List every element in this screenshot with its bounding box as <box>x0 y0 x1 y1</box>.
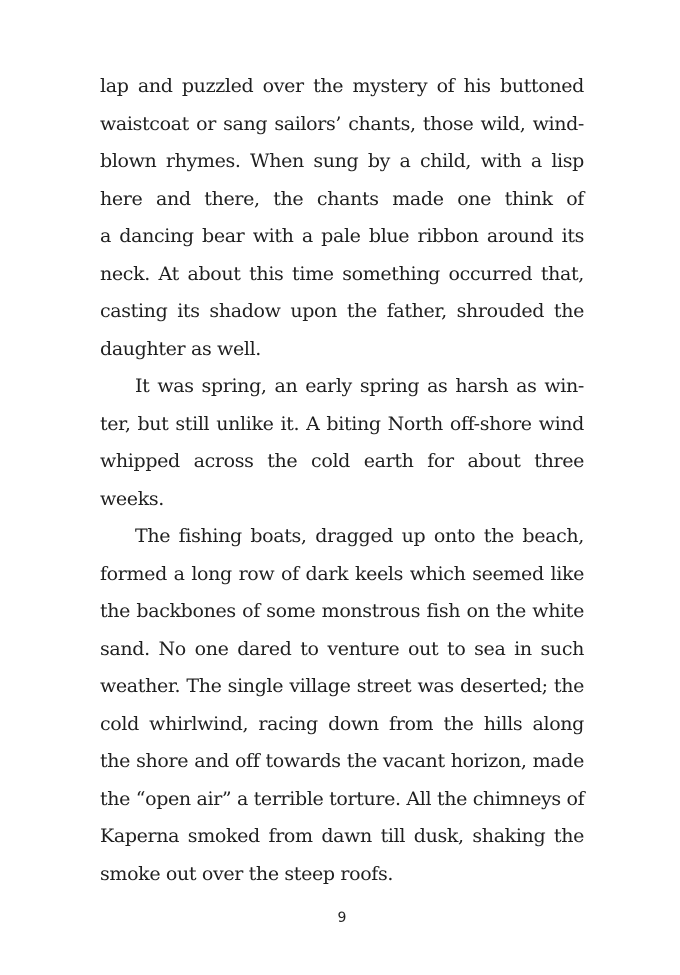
page-number: 9 <box>337 910 347 926</box>
text-line: whipped across the cold earth for about three <box>100 450 584 472</box>
text-line: neck. At about this time something occurred that, <box>100 262 584 285</box>
text-line: the backbones of some monstrous fish on the white <box>100 600 584 622</box>
text-line: the shore and off towards the vacant horizon, made <box>100 750 584 772</box>
text-line: It was spring, an early spring as harsh as win- <box>135 375 584 397</box>
paragraph-3 <box>100 518 584 893</box>
text-line: The fishing boats, dragged up onto the beach, <box>135 525 584 547</box>
paragraph-1 <box>100 68 584 368</box>
text-line: a dancing bear with a pale blue ribbon around its <box>100 225 584 247</box>
text-line: daughter as well. <box>100 337 261 360</box>
text-line: ter, but still unlike it. A biting North off-shore wind <box>100 412 584 435</box>
text-line: sand. No one dared to venture out to sea in such <box>100 637 584 660</box>
text-line: formed a long row of dark keels which seemed like <box>100 562 584 585</box>
text-line: the “open air” a terrible torture. All the chimneys of <box>100 787 585 810</box>
text-line: cold whirlwind, racing down from the hills along <box>100 712 584 735</box>
text-line: blown rhymes. When sung by a child, with a lisp <box>100 150 584 172</box>
text-line: smoke out over the steep roofs. <box>100 862 394 885</box>
text-line: waistcoat or sang sailors’ chants, those wild, wind- <box>100 112 584 135</box>
text-line: lap and puzzled over the mystery of his buttoned <box>100 75 584 97</box>
paragraph-2 <box>100 368 584 518</box>
text-line: weather. The single village street was deserted; the <box>100 675 584 697</box>
text-line: Kaperna smoked from dawn till dusk, shaking the <box>100 825 584 847</box>
text-line: here and there, the chants made one think of <box>100 187 584 210</box>
body-text <box>100 68 584 893</box>
text-line: weeks. <box>100 487 164 510</box>
text-line: casting its shadow upon the father, shrouded the <box>100 300 584 322</box>
